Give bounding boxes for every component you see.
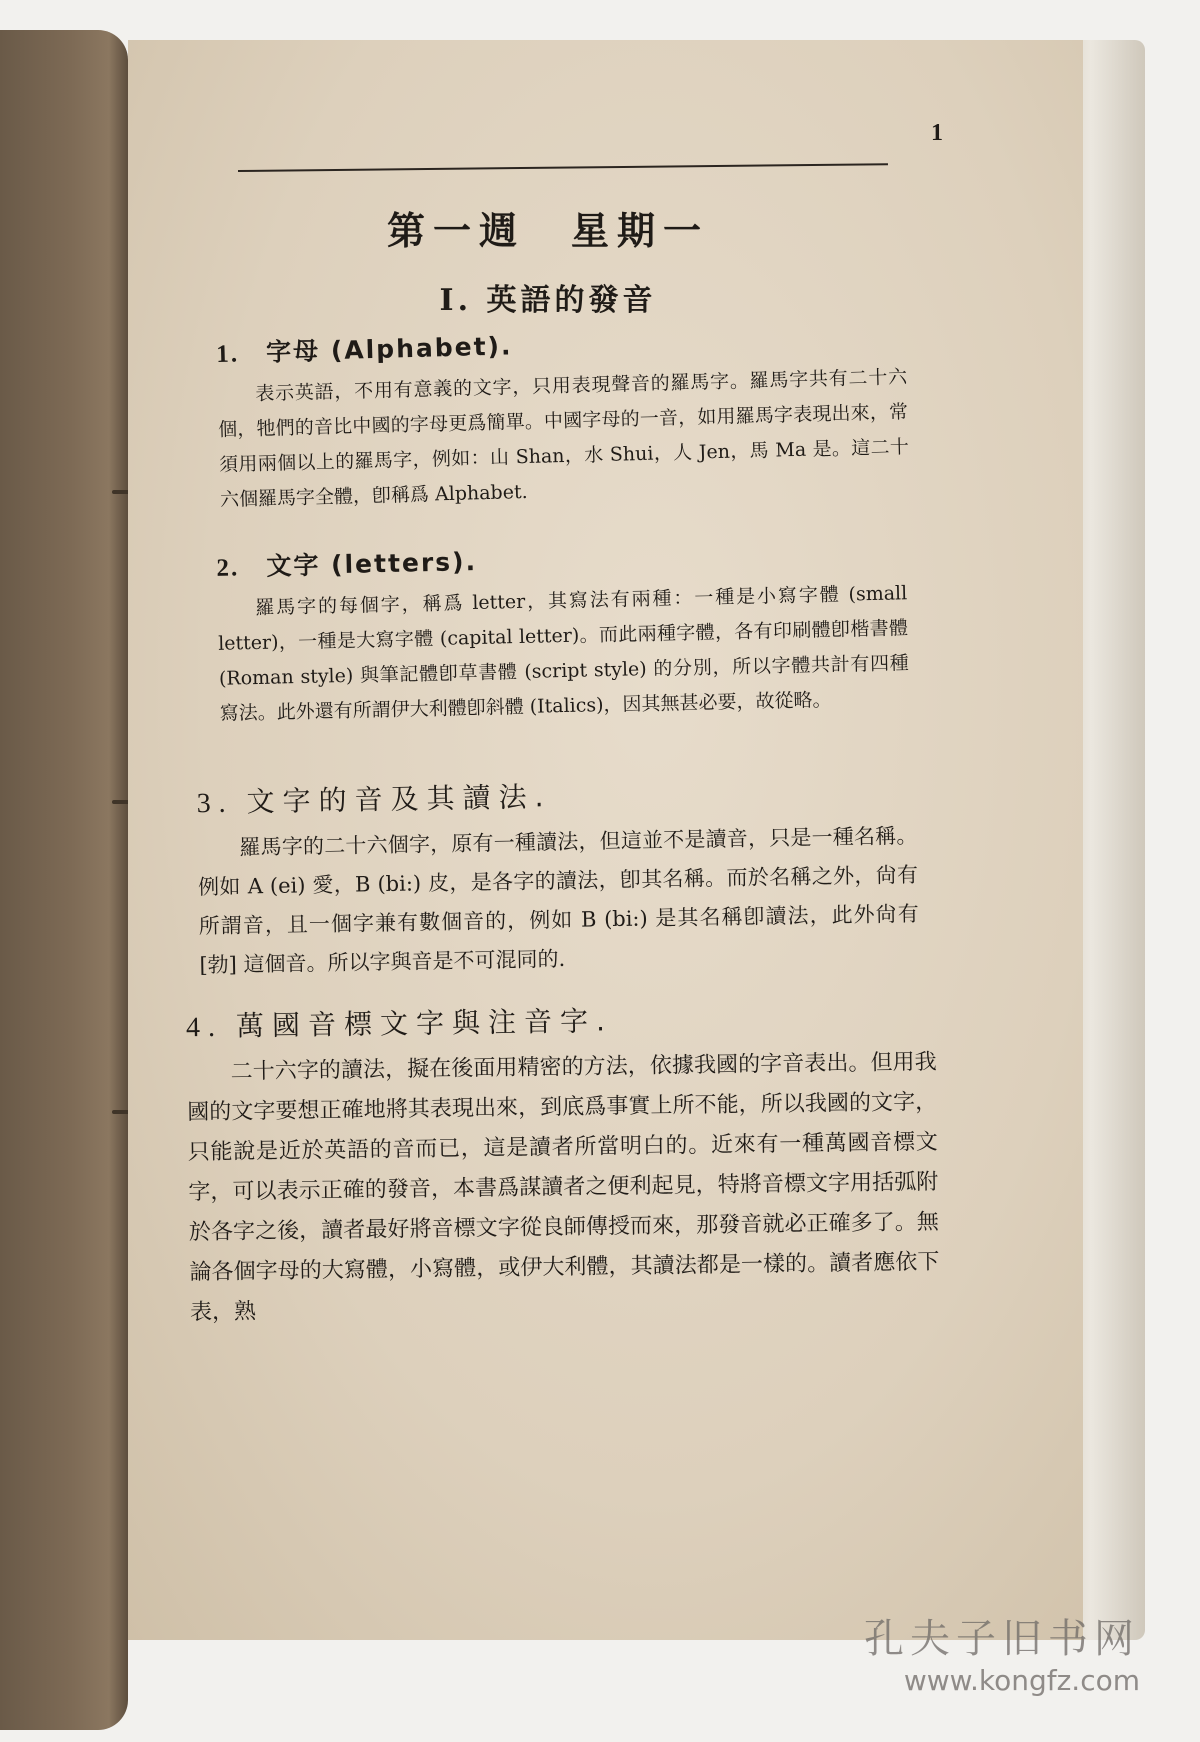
- watermark-name: 孔夫子旧书网: [864, 1616, 1140, 1662]
- section-heading: [196, 769, 917, 822]
- section-heading: [186, 995, 936, 1045]
- section-paragraph: 表示英語，不用有意義的文字，只用表現聲音的羅馬字。羅馬字共有二十六個，牠們的音比中國的字母更爲簡單。中國字母的一音，如用羅馬字表現出來，常須用兩個以上的羅馬字，例如：山 Shan，水 Shui，人 Jen，馬 Ma 是。這二十六個羅馬字全體，卽稱爲 Alphabet.: [217, 365, 910, 512]
- section-heading-text: 萬國音標文字與注音字.: [235, 1004, 614, 1043]
- book-page: [128, 40, 1083, 1640]
- section-reading: [196, 769, 919, 986]
- section-heading: [216, 532, 907, 584]
- section-number: 4.: [185, 1011, 224, 1044]
- section-title: I. 英語的發音: [439, 283, 657, 318]
- section-number: 2.: [216, 554, 240, 582]
- section-heading-text: 文字 (letters).: [266, 546, 478, 581]
- watermark-url: www.kongfz.com: [903, 1664, 1140, 1697]
- watermark: [864, 1607, 1140, 1697]
- section-paragraph: 羅馬字的每個字，稱爲 letter，其寫法有兩種：一種是小寫字體 (small letter)，一種是大寫字體 (capital letter)。而此兩種字體，各有印刷體卽楷書體 (Roman style) 與筆記體卽草書體 (script style) 的分別，所以字體共計有四種寫法。此外還有所謂伊大利體卽斜體 (Italics)，因其無甚必要，故從略。: [217, 582, 910, 725]
- section-heading-text: 字母 (Alphabet).: [265, 331, 513, 367]
- section-paragraph: 羅馬字的二十六個字，原有一種讀法，但這並不是讀音，只是一種名稱。例如 A (ei) 愛，B (bi:) 皮，是各字的讀法，卽其名稱。而於名稱之外，尙有所謂音，且一個字兼有數個音的，例如 B (bi:) 是其名稱卽讀法，此外尙有 [勃] 這個音。所以字與音是不可混同的.: [197, 823, 919, 978]
- week-title: 第一週 星期一: [386, 208, 709, 253]
- section-paragraph: 二十六字的讀法，擬在後面用精密的方法，依據我國的字音表出。但用我國的文字要想正確地將其表現出來，到底爲事實上所不能，所以我國的文字，只能說是近於英語的音而已，這是讀者所當明白的。近來有一種萬國音標文字，可以表示正確的發音，本書爲謀讀者之便利起見，特將音標文字用括弧附於各字之後，讀者最好將音標文字從良師傳授而來，那發音就必正確多了。無論各個字母的大寫體，小寫體，或伊大利體，其讀法都是一樣的。讀者應依下表，熟: [187, 1049, 940, 1326]
- header-rule: [238, 163, 888, 172]
- section-number: 3.: [196, 787, 234, 820]
- book-cover-left: [0, 30, 128, 1730]
- section-heading-text: 文字的音及其讀法.: [246, 780, 552, 819]
- section-letters: [216, 532, 910, 732]
- section-number: 1.: [215, 340, 240, 369]
- section-phonetic: [186, 995, 941, 1333]
- section-alphabet: [216, 316, 911, 518]
- page-number: 1: [931, 120, 943, 146]
